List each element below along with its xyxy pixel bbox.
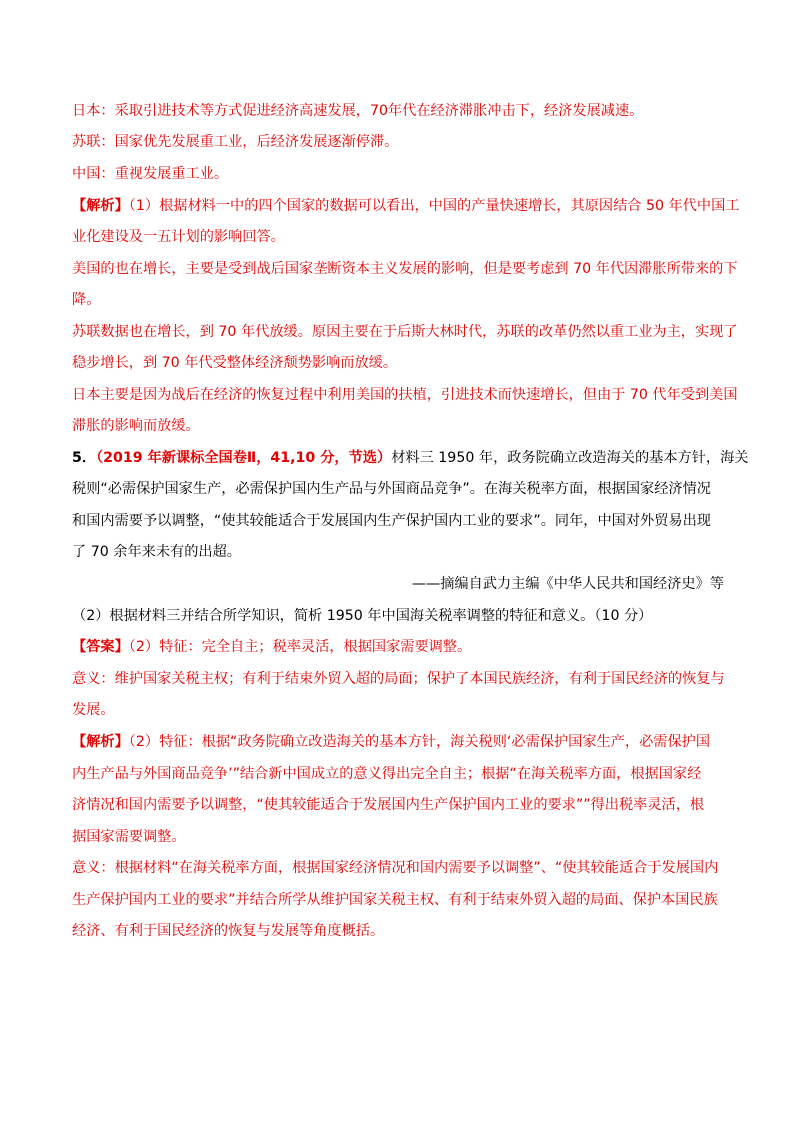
answer-text: （2）特征：完全自主；税率灵活，根据国家需要调整。 — [128, 639, 472, 655]
question-5-line-2: 税则“必需保护国家生产，必需保护国内生产品与外国商品竞争”。在海关税率方面，根据国家经济情况 — [72, 481, 711, 497]
answer-china: 中国：重视发展重工业。 — [72, 166, 229, 182]
analysis-usa-line-1: 美国的也在增长，主要是受到战后国家垄断资本主义发展的影响，但是要考虑到 70 年代因滞胀所带来的下 — [72, 261, 738, 277]
answer-japan: 日本：采取引进技术等方式促进经济高速发展，70年代在经济滞胀冲击下，经济发展减速。 — [72, 103, 644, 119]
question-prompt: （2）根据材料三并结合所学知识，简析 1950 年中国海关税率调整的特征和意义。（10 分） — [72, 608, 653, 624]
analysis-1-line-1 — [72, 196, 740, 216]
question-5-line-1 — [72, 448, 749, 468]
analysis-2-line-4: 据国家需要调整。 — [72, 829, 186, 845]
analysis-1-line-2: 业化建设及一五计划的影响回答。 — [72, 229, 285, 245]
analysis-text: （1）根据材料一中的四个国家的数据可以看出，中国的产量快速增长，其原因结合 50 年代中国工 — [128, 198, 740, 214]
analysis-text: （2）特征：根据“政务院确立改造海关的基本方针，海关税则‘必需保护国家生产，必需保护国 — [128, 734, 711, 750]
analysis-japan-line-2: 滞胀的影响而放缓。 — [72, 418, 200, 434]
answer-line-3: 发展。 — [72, 702, 115, 718]
analysis-2-line-2: 内生产品与外国商品竞争’”结合新中国成立的意义得出完全自主；根据“在海关税率方面，根据国家经 — [72, 766, 702, 782]
analysis-tag: 【解析】 — [72, 734, 129, 750]
analysis-2-line-7: 经济、有利于国民经济的恢复与发展等角度概括。 — [72, 923, 385, 939]
analysis-2-line-6: 生产保护国内工业的要求”并结合所学从维护国家关税主权、有利于结束外贸入超的局面、保护本国民族 — [72, 892, 718, 908]
analysis-japan-line-1: 日本主要是因为战后在经济的恢复过程中利用美国的扶植，引进技术而快速增长，但由于 70 代年受到美国 — [72, 387, 738, 403]
question-5-line-4: 了 70 余年来未有的出超。 — [72, 544, 241, 560]
analysis-tag: 【解析】 — [72, 198, 129, 214]
analysis-2-line-3: 济情况和国内需要予以调整，“使其较能适合于发展国内生产保护国内工业的要求””得出税率灵活，根 — [72, 797, 705, 813]
answer-tag: 【答案】 — [72, 639, 129, 655]
question-source: （2019 年新课标全国卷Ⅱ，41,10 分，节选） — [96, 450, 392, 466]
answer-line-2: 意义：维护国家关税主权；有利于结束外贸入超的局面；保护了本国民族经济，有利于国民经济的恢复与 — [72, 671, 725, 687]
analysis-2-line-5: 意义：根据材料“在海关税率方面，根据国家经济情况和国内需要予以调整”、“使其较能适合于发展国内 — [72, 860, 719, 876]
citation: ——摘编自武力主编《中华人民共和国经济史》等 — [411, 576, 724, 592]
answer-ussr: 苏联：国家优先发展重工业，后经济发展逐渐停滞。 — [72, 134, 399, 150]
analysis-usa-line-2: 降。 — [72, 292, 101, 308]
analysis-ussr-line-1: 苏联数据也在增长，到 70 年代放缓。原因主要在于后斯大林时代，苏联的改革仍然以重工业为主，实现了 — [72, 324, 738, 340]
analysis-2-line-1 — [72, 732, 724, 752]
question-text: 材料三 1950 年，政务院确立改造海关的基本方针，海关 — [391, 450, 749, 466]
question-number: 5． — [72, 450, 97, 466]
question-5-line-3: 和国内需要予以调整，“使其较能适合于发展国内生产保护国内工业的要求”。同年，中国对外贸易出现 — [72, 513, 711, 529]
analysis-ussr-line-2: 稳步增长，到 70 年代受整体经济颓势影响而放缓。 — [72, 355, 398, 371]
answer-line-1 — [72, 637, 724, 657]
